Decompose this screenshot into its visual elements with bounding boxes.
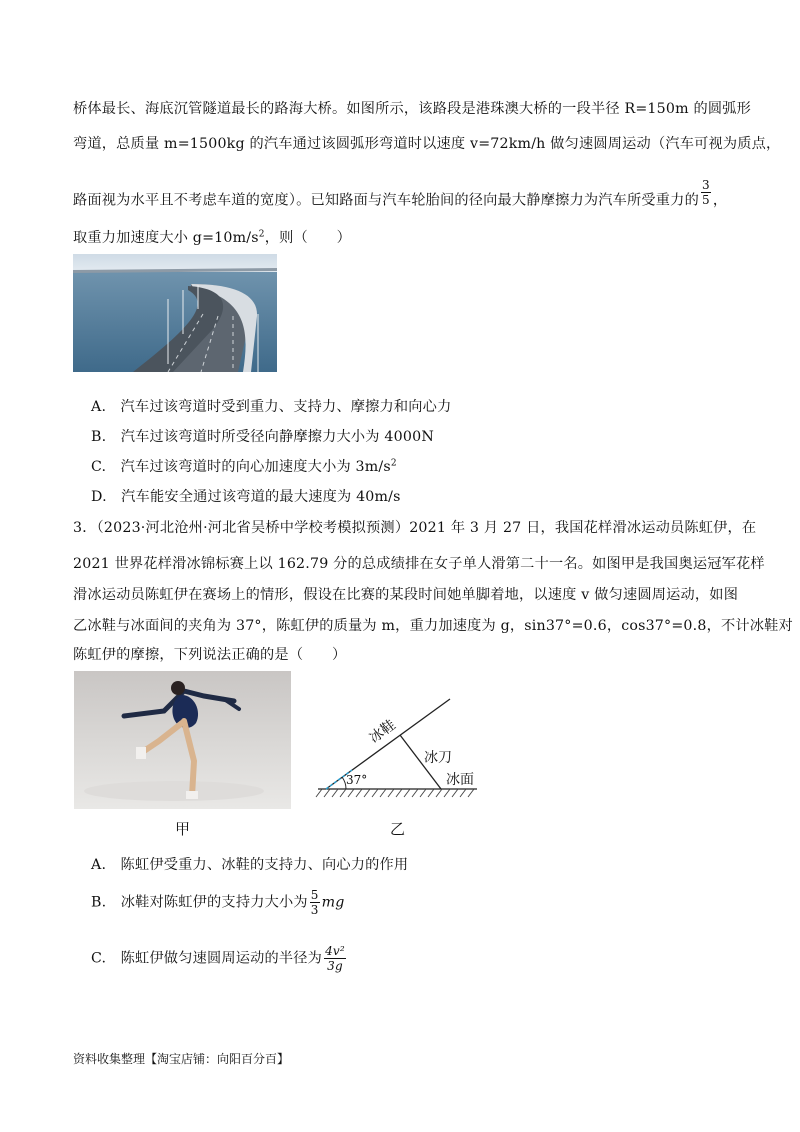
fraction-denominator: 3g xyxy=(327,959,343,973)
fraction-numerator: 5 xyxy=(310,888,319,902)
q2-line-2: 弯道，总质量 m=1500kg 的汽车通过该圆弧形弯道时以速度 v=72km/h 做匀速圆周运动（汽车可视为质点， xyxy=(73,136,781,152)
fraction-numerator: 4v² xyxy=(325,944,345,958)
footer-source: 资料收集整理【淘宝店铺：向阳百分百】 xyxy=(73,1052,290,1066)
superscript: 2 xyxy=(258,229,265,240)
q3-option-c xyxy=(91,944,348,973)
diagram-label-ice: 冰面 xyxy=(446,772,474,788)
q3-line-4: 乙冰鞋与冰面间的夹角为 37°，陈虹伊的质量为 m，重力加速度为 g，sin37°=0.6，cos37°=0.8，不计冰鞋对 xyxy=(73,618,793,634)
q3-option-b-text: B. 冰鞋对陈虹伊的支持力大小为 xyxy=(91,894,308,911)
q3-line-5: 陈虹伊的摩擦，下列说法正确的是（ ） xyxy=(73,647,347,663)
q2-line-3-text: 路面视为水平且不考虑车道的宽度）。已知路面与汽车轮胎间的径向最大静摩擦力为汽车所受重力的 xyxy=(73,192,699,209)
diagram-label-blade: 冰刀 xyxy=(424,750,452,766)
q3-line-2: 2021 世界花样滑冰锦标赛上以 162.79 分的总成绩排在女子单人滑第二十一名。如图甲是我国奥运冠军花样 xyxy=(73,556,765,572)
fraction-denominator: 5 xyxy=(701,193,710,207)
q3-option-b-mg: mg xyxy=(321,894,345,911)
q2-option-b: B. 汽车过该弯道时所受径向静摩擦力大小为 4000N xyxy=(91,429,434,445)
q2-line-1: 桥体最长、海底沉管隧道最长的路海大桥。如图所示，该路段是港珠澳大桥的一段半径 R=150m 的圆弧形 xyxy=(73,101,752,117)
fraction-radius xyxy=(324,944,346,973)
fraction-three-fifths xyxy=(701,178,711,207)
q2-line-4 xyxy=(73,227,351,247)
fraction-numerator: 3 xyxy=(701,178,710,192)
q3-option-b xyxy=(91,888,345,917)
q3-line-1: 3．（2023·河北沧州·河北省吴桥中学校考模拟预测）2021 年 3 月 27 日，我国花样滑冰运动员陈虹伊，在 xyxy=(73,520,757,536)
q2-line-4-end: ，则（ ） xyxy=(264,230,352,246)
q2-option-c xyxy=(91,456,397,476)
q3-option-c-text: C. 陈虹伊做匀速圆周运动的半径为 xyxy=(91,950,323,967)
q2-option-d: D. 汽车能安全通过该弯道的最大速度为 40m/s xyxy=(91,489,401,505)
q2-line-4-text: 取重力加速度大小 g=10m/s xyxy=(73,230,259,246)
superscript: 2 xyxy=(390,458,397,469)
diagram-label-skate: 冰鞋 xyxy=(366,717,399,747)
fraction-denominator: 3 xyxy=(310,903,319,917)
q2-line-3-end: ， xyxy=(712,192,728,209)
skate-angle-diagram xyxy=(312,685,482,805)
q2-option-c-text: C. 汽车过该弯道时的向心加速度大小为 3m/s xyxy=(91,459,391,475)
q2-line-3 xyxy=(73,178,728,215)
diagram-label-angle: 37° xyxy=(346,773,368,787)
skater-photo xyxy=(74,671,291,809)
figure-caption-yi: 乙 xyxy=(390,820,406,838)
figure-caption-jia: 甲 xyxy=(175,820,191,838)
bridge-photo xyxy=(73,254,277,372)
q3-line-3: 滑冰运动员陈虹伊在赛场上的情形，假设在比赛的某段时间她单脚着地，以速度 v 做匀速圆周运动，如图 xyxy=(73,587,739,603)
q2-option-a: A. 汽车过该弯道时受到重力、支持力、摩擦力和向心力 xyxy=(91,399,452,415)
q3-option-a: A. 陈虹伊受重力、冰鞋的支持力、向心力的作用 xyxy=(91,857,409,873)
fraction-five-thirds xyxy=(310,888,320,917)
